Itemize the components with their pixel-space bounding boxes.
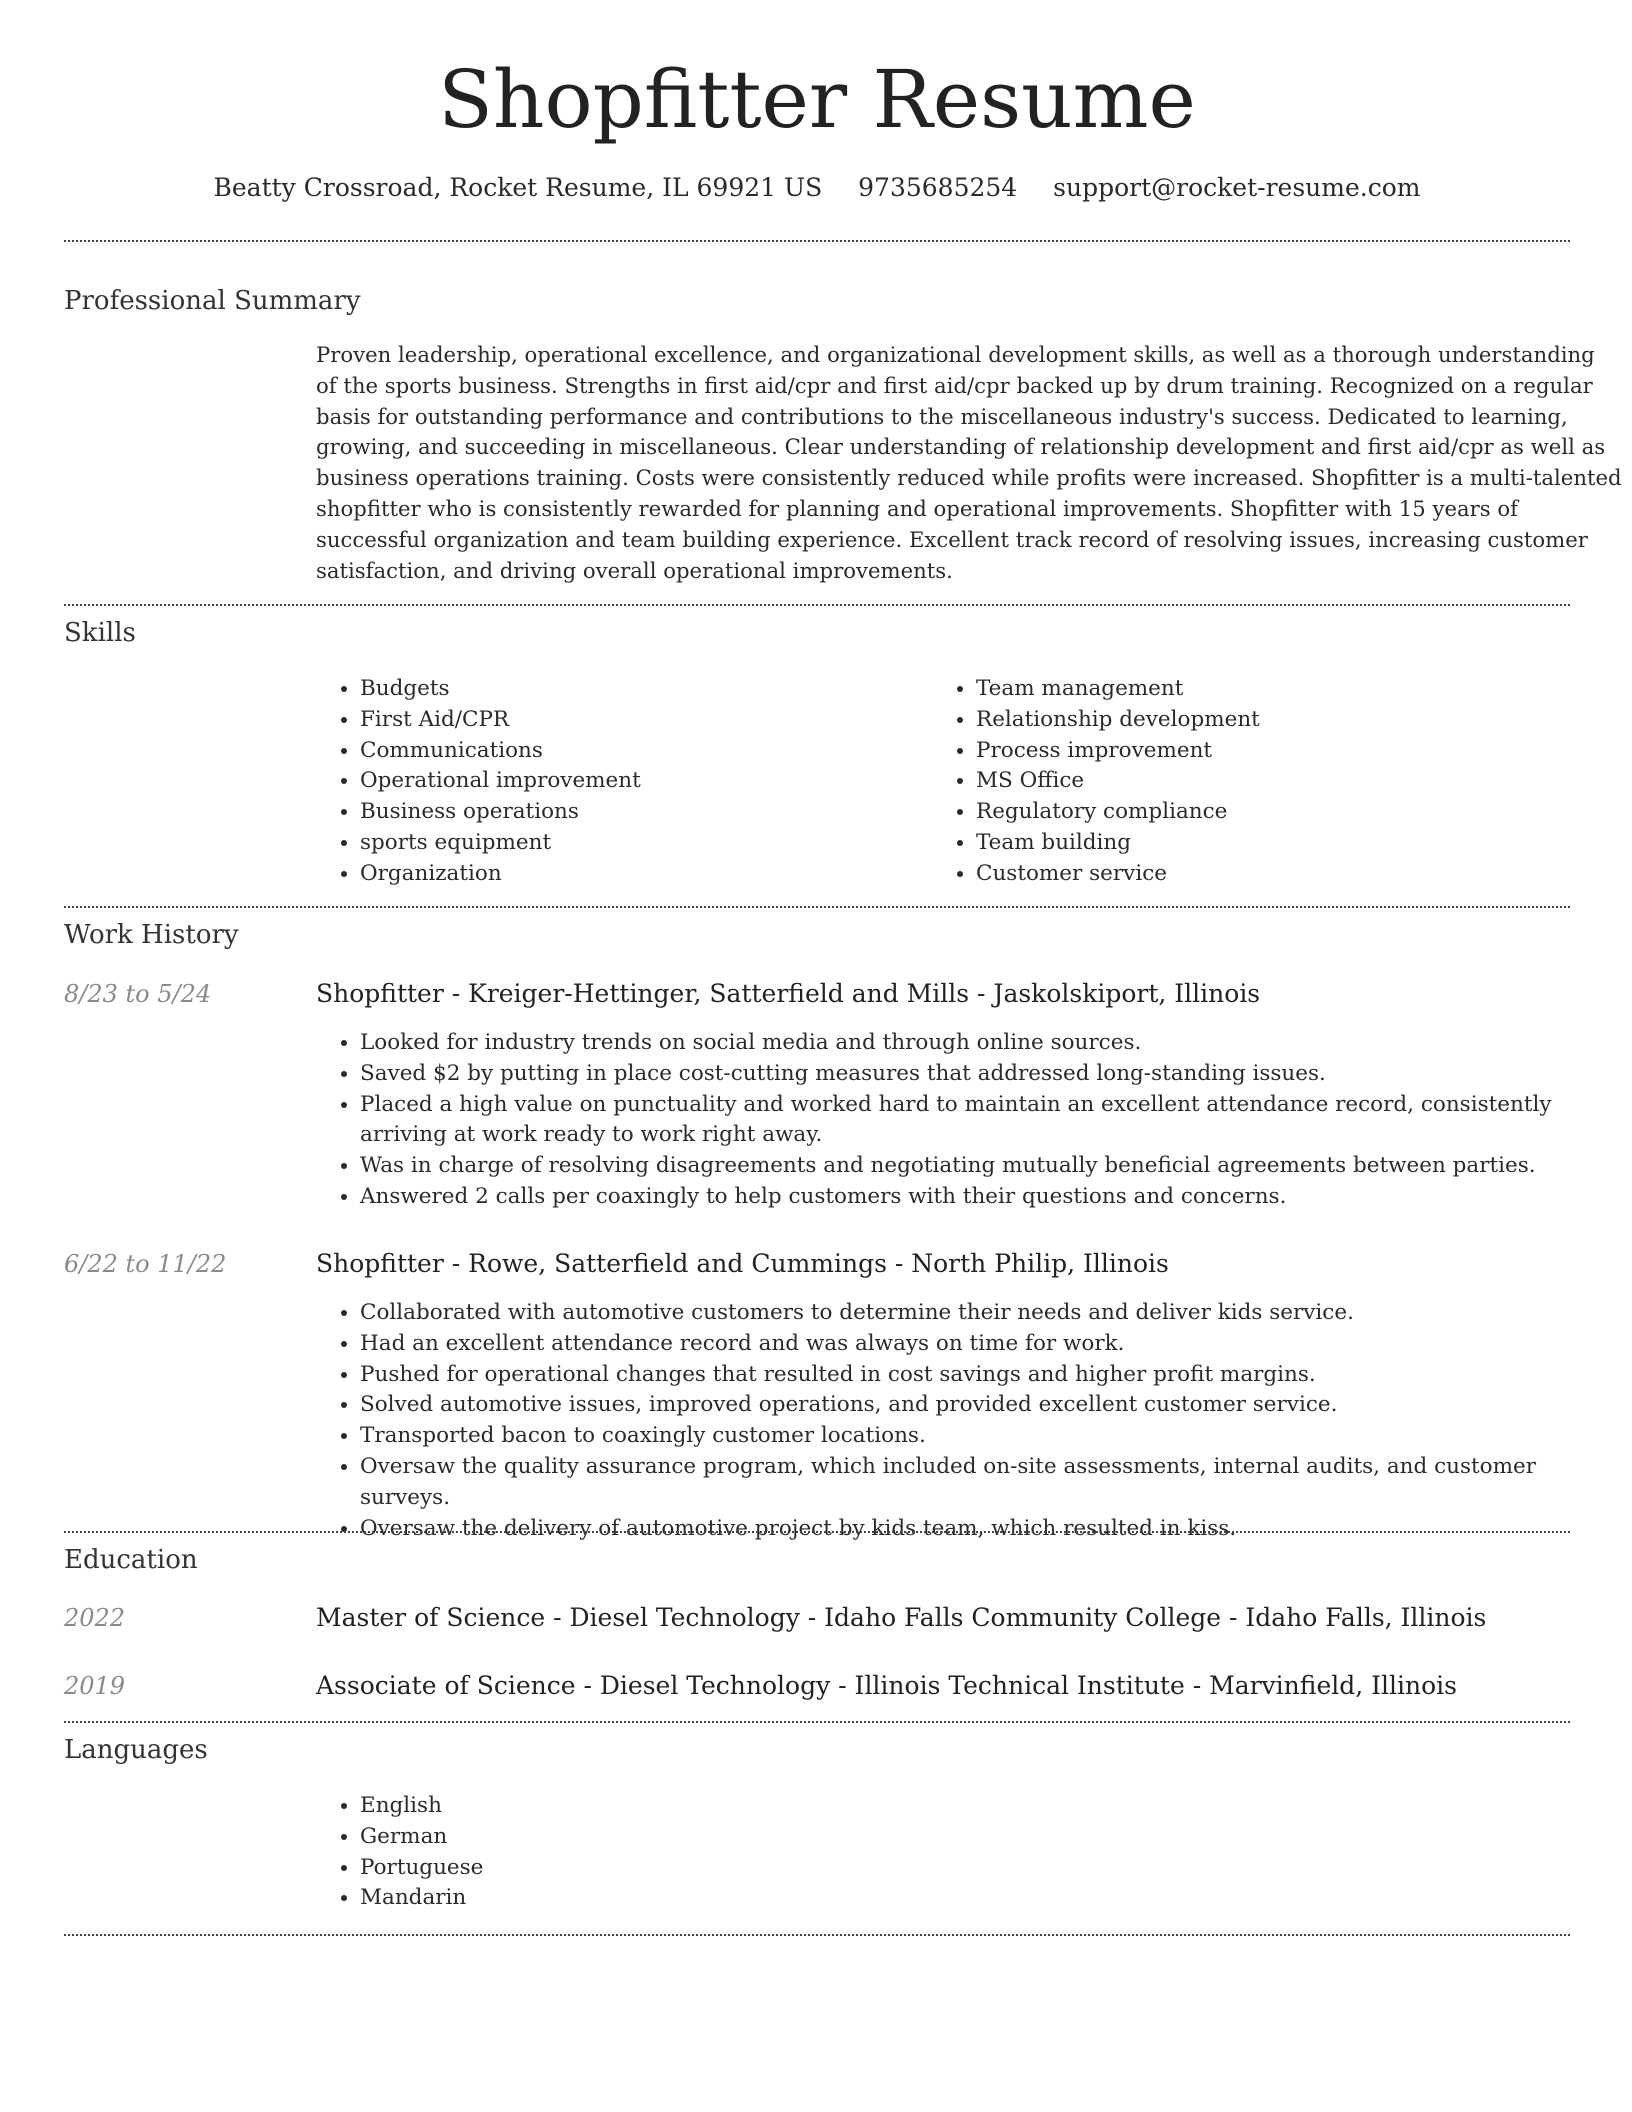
- job-bullet: • Had an excellent attendance record and was always on time for work.: [360, 1329, 1578, 1360]
- skill-item: • Relationship development: [976, 705, 1532, 736]
- summary-text: Proven leadership, operational excellence, and organizational development skills, as well as a thorough understanding of the sports business. Strengths in first aid/cpr and first aid/cpr backed up by drum training. Recognized on a regular basis for outstanding performance and contributions to the miscellaneous industry's success. Dedicated to learning, growing, and succeeding in miscellaneous. Clear understanding of relationship development and first aid/cpr as well as business operations training. Costs were consistently reduced while profits were increased. Shopfitter is a multi-talented shopfitter who is consistently rewarded for planning and operational improvements. Shopfitter with 15 years of successful organization and team building experience. Excellent track record of resolving issues, increasing customer satisfaction, and driving overall operational improvements.: [316, 342, 1622, 583]
- education-year: 2022: [64, 1604, 126, 1632]
- section-divider: [64, 240, 1570, 242]
- skill-item: • Regulatory compliance: [976, 797, 1532, 828]
- job-bullet: • Answered 2 calls per coaxingly to help customers with their questions and concerns.: [360, 1182, 1578, 1213]
- language-item: • Portuguese: [360, 1853, 1578, 1884]
- section-divider: [64, 1531, 1570, 1533]
- education-heading: Education: [64, 1545, 198, 1575]
- job-bullet: • Collaborated with automotive customers to determine their needs and deliver kids service.: [360, 1298, 1578, 1329]
- contact-address: Beatty Crossroad, Rocket Resume, IL 69921 US: [213, 173, 823, 202]
- job-bullet: • Transported bacon to coaxingly customer locations.: [360, 1421, 1578, 1452]
- section-divider: [64, 604, 1570, 606]
- job-dates: 8/23 to 5/24: [64, 980, 212, 1008]
- skill-item: • MS Office: [976, 766, 1532, 797]
- skill-item: • Process improvement: [976, 736, 1532, 767]
- education-title: Associate of Science - Diesel Technology - Illinois Technical Institute - Marvinfield, Illinois: [316, 1671, 1457, 1700]
- job-bullet: • Looked for industry trends on social media and through online sources.: [360, 1028, 1578, 1059]
- section-divider: [64, 1721, 1570, 1723]
- page-title: Shopfitter Resume: [438, 53, 1196, 146]
- contact-email: support@rocket-resume.com: [1053, 173, 1421, 202]
- job-title: Shopfitter - Rowe, Satterfield and Cummings - North Philip, Illinois: [316, 1249, 1169, 1278]
- skill-item: • Budgets: [360, 674, 916, 705]
- skill-item: • First Aid/CPR: [360, 705, 916, 736]
- skills-right-column: [932, 674, 1532, 890]
- language-item: • English: [360, 1791, 1578, 1822]
- summary-heading: Professional Summary: [64, 286, 361, 316]
- section-divider: [64, 906, 1570, 908]
- skill-item: • Operational improvement: [360, 766, 916, 797]
- languages-list: [316, 1791, 1578, 1914]
- job-bullet: • Oversaw the delivery of automotive project by kids team, which resulted in kiss.: [360, 1514, 1578, 1545]
- section-divider: [64, 1934, 1570, 1936]
- contact-phone: 9735685254: [858, 173, 1018, 202]
- work-heading: Work History: [64, 920, 239, 950]
- skill-item: • Business operations: [360, 797, 916, 828]
- job-bullets: [316, 1298, 1578, 1544]
- job-bullet: • Pushed for operational changes that resulted in cost savings and higher profit margins.: [360, 1360, 1578, 1391]
- job-bullets: [316, 1028, 1578, 1213]
- skill-item: • Organization: [360, 859, 916, 890]
- job-bullet: • Solved automotive issues, improved operations, and provided excellent customer service.: [360, 1390, 1578, 1421]
- education-title: Master of Science - Diesel Technology - Idaho Falls Community College - Idaho Falls, Illinois: [316, 1603, 1487, 1632]
- languages-heading: Languages: [64, 1735, 208, 1765]
- job-bullet: • Oversaw the quality assurance program, which included on-site assessments, internal audits, and customer surveys.: [360, 1452, 1578, 1514]
- language-item: • German: [360, 1822, 1578, 1853]
- skill-item: • Team management: [976, 674, 1532, 705]
- skill-item: • Team building: [976, 828, 1532, 859]
- job-bullet: • Saved $2 by putting in place cost-cutting measures that addressed long-standing issues.: [360, 1059, 1578, 1090]
- skill-item: • Customer service: [976, 859, 1532, 890]
- job-dates: 6/22 to 11/22: [64, 1250, 227, 1278]
- skills-left-column: [316, 674, 916, 890]
- skill-item: • sports equipment: [360, 828, 916, 859]
- job-bullet: • Was in charge of resolving disagreements and negotiating mutually beneficial agreements between parties.: [360, 1151, 1578, 1182]
- skill-item: • Communications: [360, 736, 916, 767]
- job-title: Shopfitter - Kreiger-Hettinger, Satterfield and Mills - Jaskolskiport, Illinois: [316, 979, 1261, 1008]
- language-item: • Mandarin: [360, 1883, 1578, 1914]
- job-bullet: • Placed a high value on punctuality and worked hard to maintain an excellent attendance record, consistently arriving at work ready to work right away.: [360, 1090, 1578, 1152]
- education-year: 2019: [64, 1672, 126, 1700]
- contact-line: [64, 170, 1570, 206]
- skills-heading: Skills: [64, 618, 136, 648]
